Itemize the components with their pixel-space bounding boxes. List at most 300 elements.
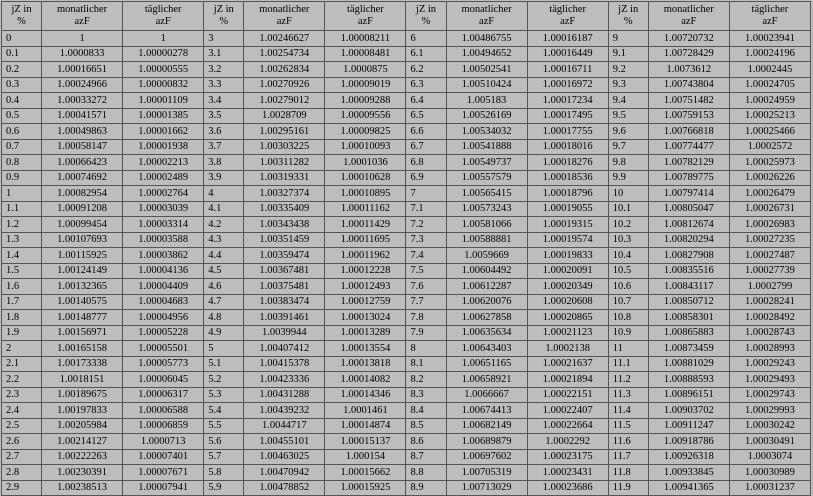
monthly-factor-cell: 1.00238513 bbox=[42, 480, 123, 496]
monthly-factor-cell: 1.00270926 bbox=[244, 77, 325, 93]
column-header bbox=[42, 2, 123, 31]
monthly-factor-cell: 1.00926318 bbox=[648, 449, 729, 465]
table-row bbox=[2, 279, 811, 295]
daily-factor-cell: 1.0000875 bbox=[325, 62, 406, 78]
column-header bbox=[244, 2, 325, 31]
daily-factor-cell: 1.00016972 bbox=[527, 77, 608, 93]
daily-factor-cell: 1.0001036 bbox=[325, 155, 406, 171]
daily-factor-cell: 1.00003862 bbox=[123, 248, 204, 264]
monthly-factor-cell: 1.00526169 bbox=[446, 108, 527, 124]
daily-factor-cell: 1.00017495 bbox=[527, 108, 608, 124]
rate-cell: 3.4 bbox=[204, 93, 244, 109]
rate-cell: 9.5 bbox=[608, 108, 648, 124]
rate-cell: 5.8 bbox=[204, 465, 244, 481]
table-row bbox=[2, 139, 811, 155]
rate-cell: 0.5 bbox=[2, 108, 42, 124]
daily-factor-cell: 1.00009825 bbox=[325, 124, 406, 140]
monthly-factor-cell: 1.0018151 bbox=[42, 372, 123, 388]
monthly-factor-cell: 1.00604492 bbox=[446, 263, 527, 279]
rate-cell: 6.1 bbox=[406, 46, 446, 62]
table-row bbox=[2, 465, 811, 481]
monthly-factor-cell: 1.00820294 bbox=[648, 232, 729, 248]
rate-cell: 4.4 bbox=[204, 248, 244, 264]
daily-factor-cell: 1.00027487 bbox=[729, 248, 810, 264]
monthly-factor-cell: 1.00911247 bbox=[648, 418, 729, 434]
rate-cell: 7.1 bbox=[406, 201, 446, 217]
monthly-factor-cell: 1.00016651 bbox=[42, 62, 123, 78]
monthly-factor-cell: 1.00311282 bbox=[244, 155, 325, 171]
rate-cell: 8.3 bbox=[406, 387, 446, 403]
column-header-line1: täglicher bbox=[347, 4, 384, 15]
monthly-factor-cell: 1.00343438 bbox=[244, 217, 325, 233]
daily-factor-cell: 1.00011695 bbox=[325, 232, 406, 248]
daily-factor-cell: 1.00005773 bbox=[123, 356, 204, 372]
daily-factor-cell: 1.00027739 bbox=[729, 263, 810, 279]
header-row bbox=[2, 2, 811, 31]
column-header-line1: täglicher bbox=[751, 4, 789, 15]
daily-factor-cell: 1.00003314 bbox=[123, 217, 204, 233]
daily-factor-cell: 1.00028492 bbox=[729, 310, 810, 326]
monthly-factor-cell: 1.00205984 bbox=[42, 418, 123, 434]
daily-factor-cell: 1.00029743 bbox=[729, 387, 810, 403]
daily-factor-cell: 1.00010628 bbox=[325, 170, 406, 186]
daily-factor-cell: 1.00007671 bbox=[123, 465, 204, 481]
daily-factor-cell: 1.00008481 bbox=[325, 46, 406, 62]
rate-cell: 7.8 bbox=[406, 310, 446, 326]
monthly-factor-cell: 1.00682149 bbox=[446, 418, 527, 434]
monthly-factor-cell: 1.0059669 bbox=[446, 248, 527, 264]
monthly-factor-cell: 1.00319331 bbox=[244, 170, 325, 186]
monthly-factor-cell: 1.00865883 bbox=[648, 325, 729, 341]
column-header bbox=[648, 2, 729, 31]
column-header-line2: azF bbox=[276, 16, 292, 27]
monthly-factor-cell: 1.00115925 bbox=[42, 248, 123, 264]
rate-cell: 10.4 bbox=[608, 248, 648, 264]
daily-factor-cell: 1.00005228 bbox=[123, 325, 204, 341]
monthly-factor-cell: 1.00896151 bbox=[648, 387, 729, 403]
daily-factor-cell: 1.00012228 bbox=[325, 263, 406, 279]
monthly-factor-cell: 1.00407412 bbox=[244, 341, 325, 357]
monthly-factor-cell: 1.00581066 bbox=[446, 217, 527, 233]
column-header bbox=[608, 2, 648, 31]
daily-factor-cell: 1.00028743 bbox=[729, 325, 810, 341]
monthly-factor-cell: 1.00557579 bbox=[446, 170, 527, 186]
table-body bbox=[2, 31, 811, 496]
daily-factor-cell: 1.00003039 bbox=[123, 201, 204, 217]
rate-cell: 3 bbox=[204, 31, 244, 47]
rate-cell: 4.8 bbox=[204, 310, 244, 326]
daily-factor-cell: 1.00025466 bbox=[729, 124, 810, 140]
rate-cell: 0.2 bbox=[2, 62, 42, 78]
column-header bbox=[729, 2, 810, 31]
monthly-factor-cell: 1.00759153 bbox=[648, 108, 729, 124]
monthly-factor-cell: 1.00222263 bbox=[42, 449, 123, 465]
table-row bbox=[2, 341, 811, 357]
column-header-line2: azF bbox=[762, 16, 778, 27]
monthly-factor-cell: 1.00541888 bbox=[446, 139, 527, 155]
rate-cell: 3.8 bbox=[204, 155, 244, 171]
column-header-line2: % bbox=[623, 16, 633, 27]
monthly-factor-cell: 1.0073612 bbox=[648, 62, 729, 78]
rate-cell: 1.6 bbox=[2, 279, 42, 295]
daily-factor-cell: 1.00007941 bbox=[123, 480, 204, 496]
rate-cell: 3.6 bbox=[204, 124, 244, 140]
daily-factor-cell: 1.00026226 bbox=[729, 170, 810, 186]
monthly-factor-cell: 1.00782129 bbox=[648, 155, 729, 171]
rate-cell: 1.3 bbox=[2, 232, 42, 248]
rate-cell: 10.2 bbox=[608, 217, 648, 233]
rate-cell: 3.9 bbox=[204, 170, 244, 186]
daily-factor-cell: 1.0002799 bbox=[729, 279, 810, 295]
monthly-factor-cell: 1.00549737 bbox=[446, 155, 527, 171]
rate-cell: 10.8 bbox=[608, 310, 648, 326]
monthly-factor-cell: 1.0028709 bbox=[244, 108, 325, 124]
rate-cell: 6.7 bbox=[406, 139, 446, 155]
column-header-line2: azF bbox=[74, 16, 90, 27]
table-row bbox=[2, 310, 811, 326]
daily-factor-cell: 1.0003074 bbox=[729, 449, 810, 465]
monthly-factor-cell: 1.0039944 bbox=[244, 325, 325, 341]
table-row bbox=[2, 294, 811, 310]
rate-cell: 1.8 bbox=[2, 310, 42, 326]
monthly-factor-cell: 1.00327374 bbox=[244, 186, 325, 202]
daily-factor-cell: 1.00030989 bbox=[729, 465, 810, 481]
rate-cell: 11.9 bbox=[608, 480, 648, 496]
rate-cell: 1.7 bbox=[2, 294, 42, 310]
monthly-factor-cell: 1.00573243 bbox=[446, 201, 527, 217]
table-row bbox=[2, 186, 811, 202]
monthly-factor-cell: 1.00058147 bbox=[42, 139, 123, 155]
rate-cell: 10.1 bbox=[608, 201, 648, 217]
rate-cell: 2 bbox=[2, 341, 42, 357]
monthly-factor-cell: 1.00439232 bbox=[244, 403, 325, 419]
monthly-factor-cell: 1.00230391 bbox=[42, 465, 123, 481]
table-row bbox=[2, 155, 811, 171]
daily-factor-cell: 1.00019574 bbox=[527, 232, 608, 248]
daily-factor-cell: 1.00022407 bbox=[527, 403, 608, 419]
rate-cell: 5.3 bbox=[204, 387, 244, 403]
monthly-factor-cell: 1.00713029 bbox=[446, 480, 527, 496]
column-header bbox=[527, 2, 608, 31]
monthly-factor-cell: 1.00502541 bbox=[446, 62, 527, 78]
rate-cell: 3.5 bbox=[204, 108, 244, 124]
monthly-factor-cell: 1.00843117 bbox=[648, 279, 729, 295]
table-row bbox=[2, 170, 811, 186]
daily-factor-cell: 1.00011162 bbox=[325, 201, 406, 217]
monthly-factor-cell: 1.00478852 bbox=[244, 480, 325, 496]
interest-factor-table bbox=[1, 1, 811, 496]
daily-factor-cell: 1.000154 bbox=[325, 449, 406, 465]
rate-cell: 2.7 bbox=[2, 449, 42, 465]
monthly-factor-cell: 1.00812674 bbox=[648, 217, 729, 233]
rate-cell: 11.5 bbox=[608, 418, 648, 434]
daily-factor-cell: 1.00014874 bbox=[325, 418, 406, 434]
monthly-factor-cell: 1.00873459 bbox=[648, 341, 729, 357]
daily-factor-cell: 1.00011429 bbox=[325, 217, 406, 233]
rate-cell: 3.3 bbox=[204, 77, 244, 93]
daily-factor-cell: 1.00020091 bbox=[527, 263, 608, 279]
rate-cell: 9.8 bbox=[608, 155, 648, 171]
monthly-factor-cell: 1.00627858 bbox=[446, 310, 527, 326]
daily-factor-cell: 1.00015137 bbox=[325, 434, 406, 450]
monthly-factor-cell: 1.00351459 bbox=[244, 232, 325, 248]
rate-cell: 10.5 bbox=[608, 263, 648, 279]
rate-cell: 6.5 bbox=[406, 108, 446, 124]
daily-factor-cell: 1.00001938 bbox=[123, 139, 204, 155]
daily-factor-cell: 1.00002764 bbox=[123, 186, 204, 202]
rate-cell: 9.9 bbox=[608, 170, 648, 186]
monthly-factor-cell: 1.00651165 bbox=[446, 356, 527, 372]
monthly-factor-cell: 1.00751482 bbox=[648, 93, 729, 109]
rate-cell: 4.9 bbox=[204, 325, 244, 341]
monthly-factor-cell: 1.00165158 bbox=[42, 341, 123, 357]
daily-factor-cell: 1.00014082 bbox=[325, 372, 406, 388]
monthly-factor-cell: 1.00140575 bbox=[42, 294, 123, 310]
monthly-factor-cell: 1.00082954 bbox=[42, 186, 123, 202]
daily-factor-cell: 1.00025213 bbox=[729, 108, 810, 124]
monthly-factor-cell: 1.00423336 bbox=[244, 372, 325, 388]
monthly-factor-cell: 1.00391461 bbox=[244, 310, 325, 326]
daily-factor-cell: 1.00013554 bbox=[325, 341, 406, 357]
monthly-factor-cell: 1.00789775 bbox=[648, 170, 729, 186]
daily-factor-cell: 1.00018536 bbox=[527, 170, 608, 186]
rate-cell: 5.4 bbox=[204, 403, 244, 419]
monthly-factor-cell: 1.00463025 bbox=[244, 449, 325, 465]
monthly-factor-cell: 1.00918786 bbox=[648, 434, 729, 450]
daily-factor-cell: 1.00006317 bbox=[123, 387, 204, 403]
monthly-factor-cell: 1.00941365 bbox=[648, 480, 729, 496]
rate-cell: 7 bbox=[406, 186, 446, 202]
monthly-factor-cell: 1.00107693 bbox=[42, 232, 123, 248]
daily-factor-cell: 1.00002489 bbox=[123, 170, 204, 186]
monthly-factor-cell: 1.00888593 bbox=[648, 372, 729, 388]
table-row bbox=[2, 201, 811, 217]
monthly-factor-cell: 1.00295161 bbox=[244, 124, 325, 140]
rate-cell: 9 bbox=[608, 31, 648, 47]
table-row bbox=[2, 62, 811, 78]
table-row bbox=[2, 480, 811, 496]
rate-cell: 10.7 bbox=[608, 294, 648, 310]
monthly-factor-cell: 1.00279012 bbox=[244, 93, 325, 109]
daily-factor-cell: 1.00000555 bbox=[123, 62, 204, 78]
monthly-factor-cell: 1.00689879 bbox=[446, 434, 527, 450]
daily-factor-cell: 1.00026479 bbox=[729, 186, 810, 202]
monthly-factor-cell: 1.00024966 bbox=[42, 77, 123, 93]
monthly-factor-cell: 1.00041571 bbox=[42, 108, 123, 124]
daily-factor-cell: 1.0000713 bbox=[123, 434, 204, 450]
table-row bbox=[2, 93, 811, 109]
daily-factor-cell: 1.00009019 bbox=[325, 77, 406, 93]
rate-cell: 9.6 bbox=[608, 124, 648, 140]
rate-cell: 9.4 bbox=[608, 93, 648, 109]
daily-factor-cell: 1.00000278 bbox=[123, 46, 204, 62]
rate-cell: 1.4 bbox=[2, 248, 42, 264]
rate-cell: 5.9 bbox=[204, 480, 244, 496]
rate-cell: 7.9 bbox=[406, 325, 446, 341]
daily-factor-cell: 1.00001109 bbox=[123, 93, 204, 109]
daily-factor-cell: 1.00003588 bbox=[123, 232, 204, 248]
rate-cell: 4.5 bbox=[204, 263, 244, 279]
daily-factor-cell: 1.00019315 bbox=[527, 217, 608, 233]
rate-cell: 0 bbox=[2, 31, 42, 47]
rate-cell: 2.5 bbox=[2, 418, 42, 434]
monthly-factor-cell: 1.00262834 bbox=[244, 62, 325, 78]
monthly-factor-cell: 1.00367481 bbox=[244, 263, 325, 279]
monthly-factor-cell: 1.00903702 bbox=[648, 403, 729, 419]
rate-cell: 4.6 bbox=[204, 279, 244, 295]
monthly-factor-cell: 1.00335409 bbox=[244, 201, 325, 217]
column-header bbox=[406, 2, 446, 31]
table-row bbox=[2, 403, 811, 419]
rate-cell: 2.6 bbox=[2, 434, 42, 450]
daily-factor-cell: 1.00016711 bbox=[527, 62, 608, 78]
column-header-line2: % bbox=[421, 16, 431, 27]
column-header-line2: azF bbox=[681, 16, 697, 27]
rate-cell: 9.3 bbox=[608, 77, 648, 93]
rate-cell: 9.1 bbox=[608, 46, 648, 62]
monthly-factor-cell: 1.00099454 bbox=[42, 217, 123, 233]
rate-cell: 0.9 bbox=[2, 170, 42, 186]
daily-factor-cell: 1.00012493 bbox=[325, 279, 406, 295]
daily-factor-cell: 1.00000832 bbox=[123, 77, 204, 93]
daily-factor-cell: 1.00015925 bbox=[325, 480, 406, 496]
rate-cell: 4.7 bbox=[204, 294, 244, 310]
column-header-line2: azF bbox=[155, 16, 171, 27]
column-header-line2: % bbox=[17, 16, 26, 27]
rate-cell: 4.3 bbox=[204, 232, 244, 248]
rate-cell: 3.2 bbox=[204, 62, 244, 78]
table-row bbox=[2, 449, 811, 465]
daily-factor-cell: 1.00024705 bbox=[729, 77, 810, 93]
rate-cell: 9.2 bbox=[608, 62, 648, 78]
daily-factor-cell: 1.00028241 bbox=[729, 294, 810, 310]
monthly-factor-cell: 1.00156971 bbox=[42, 325, 123, 341]
table-row bbox=[2, 418, 811, 434]
daily-factor-cell: 1.00013024 bbox=[325, 310, 406, 326]
rate-cell: 6 bbox=[406, 31, 446, 47]
daily-factor-cell: 1.00009288 bbox=[325, 93, 406, 109]
monthly-factor-cell: 1.00835516 bbox=[648, 263, 729, 279]
daily-factor-cell: 1.00002213 bbox=[123, 155, 204, 171]
daily-factor-cell: 1.00004956 bbox=[123, 310, 204, 326]
monthly-factor-cell: 1.00805047 bbox=[648, 201, 729, 217]
monthly-factor-cell: 1.0044717 bbox=[244, 418, 325, 434]
rate-cell: 11.1 bbox=[608, 356, 648, 372]
rate-cell: 8.5 bbox=[406, 418, 446, 434]
rate-cell: 7.5 bbox=[406, 263, 446, 279]
rate-cell: 2.1 bbox=[2, 356, 42, 372]
column-header-line1: monatlicher bbox=[663, 4, 714, 15]
rate-cell: 11.2 bbox=[608, 372, 648, 388]
table-row bbox=[2, 124, 811, 140]
daily-factor-cell: 1.00015662 bbox=[325, 465, 406, 481]
column-header-line2: azF bbox=[357, 16, 373, 27]
rate-cell: 5.5 bbox=[204, 418, 244, 434]
daily-factor-cell: 1.00006045 bbox=[123, 372, 204, 388]
monthly-factor-cell: 1.00933845 bbox=[648, 465, 729, 481]
column-header-line1: jZ in bbox=[213, 4, 234, 15]
monthly-factor-cell: 1.0066667 bbox=[446, 387, 527, 403]
rate-cell: 6.4 bbox=[406, 93, 446, 109]
daily-factor-cell: 1.00029993 bbox=[729, 403, 810, 419]
monthly-factor-cell: 1.00091208 bbox=[42, 201, 123, 217]
rate-cell: 5.6 bbox=[204, 434, 244, 450]
monthly-factor-cell: 1.00797414 bbox=[648, 186, 729, 202]
monthly-factor-cell: 1.00674413 bbox=[446, 403, 527, 419]
column-header-line1: täglicher bbox=[144, 4, 182, 15]
monthly-factor-cell: 1.005183 bbox=[446, 93, 527, 109]
daily-factor-cell: 1.00024196 bbox=[729, 46, 810, 62]
rate-cell: 0.8 bbox=[2, 155, 42, 171]
column-header-line1: jZ in bbox=[618, 4, 639, 15]
daily-factor-cell: 1.00021894 bbox=[527, 372, 608, 388]
rate-cell: 2.3 bbox=[2, 387, 42, 403]
daily-factor-cell: 1.00012759 bbox=[325, 294, 406, 310]
rate-cell: 1.2 bbox=[2, 217, 42, 233]
monthly-factor-cell: 1.00486755 bbox=[446, 31, 527, 47]
column-header-line1: jZ in bbox=[415, 4, 437, 15]
rate-cell: 7.7 bbox=[406, 294, 446, 310]
rate-cell: 0.6 bbox=[2, 124, 42, 140]
daily-factor-cell: 1.00001385 bbox=[123, 108, 204, 124]
daily-factor-cell: 1.00021637 bbox=[527, 356, 608, 372]
daily-factor-cell: 1.00023941 bbox=[729, 31, 810, 47]
daily-factor-cell: 1.00024959 bbox=[729, 93, 810, 109]
column-header-line1: täglicher bbox=[549, 4, 587, 15]
table-row bbox=[2, 372, 811, 388]
daily-factor-cell: 1.00030491 bbox=[729, 434, 810, 450]
column-header-line2: % bbox=[219, 16, 229, 27]
rate-cell: 9.7 bbox=[608, 139, 648, 155]
monthly-factor-cell: 1.00720732 bbox=[648, 31, 729, 47]
monthly-factor-cell: 1.00303225 bbox=[244, 139, 325, 155]
monthly-factor-cell: 1.0000833 bbox=[42, 46, 123, 62]
monthly-factor-cell: 1.00254734 bbox=[244, 46, 325, 62]
daily-factor-cell: 1.00018796 bbox=[527, 186, 608, 202]
monthly-factor-cell: 1.00359474 bbox=[244, 248, 325, 264]
monthly-factor-cell: 1.00728429 bbox=[648, 46, 729, 62]
daily-factor-cell: 1.00006859 bbox=[123, 418, 204, 434]
daily-factor-cell: 1.0002445 bbox=[729, 62, 810, 78]
daily-factor-cell: 1.00013818 bbox=[325, 356, 406, 372]
monthly-factor-cell: 1.00415378 bbox=[244, 356, 325, 372]
rate-cell: 6.6 bbox=[406, 124, 446, 140]
column-header bbox=[325, 2, 406, 31]
rate-cell: 2.4 bbox=[2, 403, 42, 419]
daily-factor-cell: 1.00017755 bbox=[527, 124, 608, 140]
rate-cell: 10 bbox=[608, 186, 648, 202]
daily-factor-cell: 1 bbox=[123, 31, 204, 47]
daily-factor-cell: 1.00009556 bbox=[325, 108, 406, 124]
monthly-factor-cell: 1.00383474 bbox=[244, 294, 325, 310]
table-row bbox=[2, 232, 811, 248]
monthly-factor-cell: 1.00620076 bbox=[446, 294, 527, 310]
rate-cell: 5 bbox=[204, 341, 244, 357]
table-row bbox=[2, 263, 811, 279]
daily-factor-cell: 1.00007401 bbox=[123, 449, 204, 465]
daily-factor-cell: 1.00027235 bbox=[729, 232, 810, 248]
daily-factor-cell: 1.00004683 bbox=[123, 294, 204, 310]
daily-factor-cell: 1.0001461 bbox=[325, 403, 406, 419]
daily-factor-cell: 1.00022664 bbox=[527, 418, 608, 434]
rate-cell: 11.8 bbox=[608, 465, 648, 481]
daily-factor-cell: 1.00028993 bbox=[729, 341, 810, 357]
rate-cell: 0.4 bbox=[2, 93, 42, 109]
monthly-factor-cell: 1.00858301 bbox=[648, 310, 729, 326]
daily-factor-cell: 1.00019055 bbox=[527, 201, 608, 217]
monthly-factor-cell: 1.00148777 bbox=[42, 310, 123, 326]
rate-cell: 1.1 bbox=[2, 201, 42, 217]
